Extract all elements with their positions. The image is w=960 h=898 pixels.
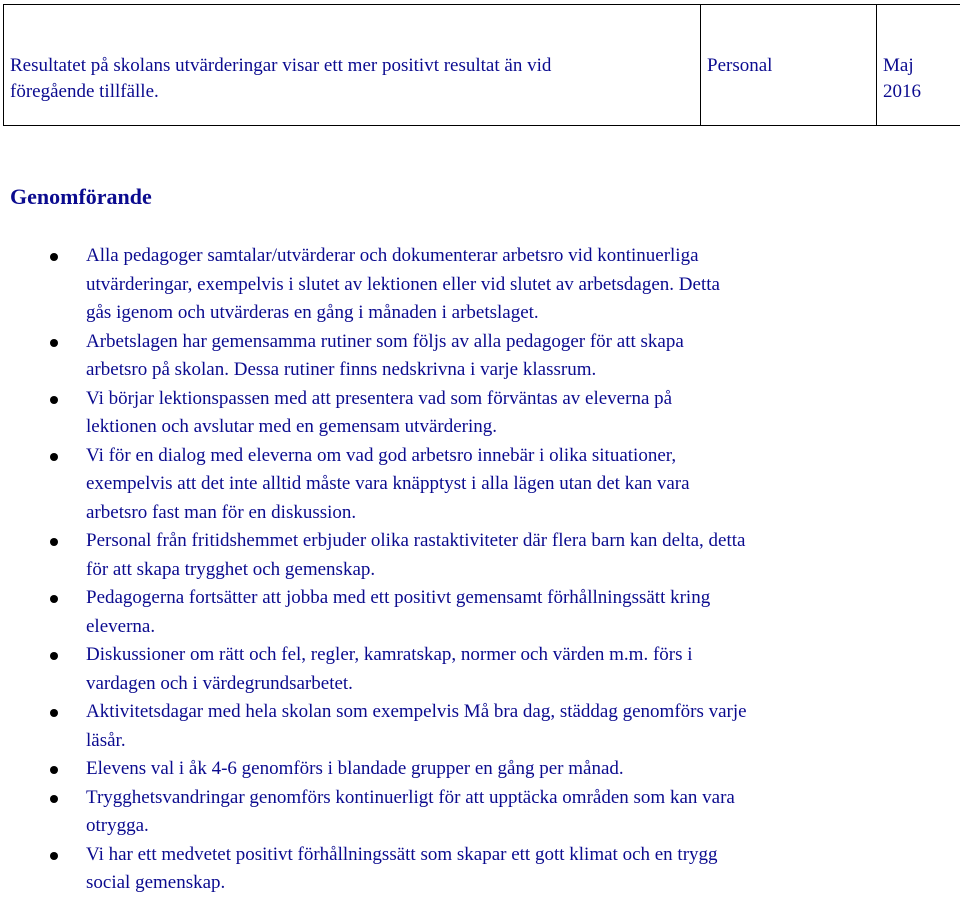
list-item-line: exempelvis att det inte alltid måste vara knäpptyst i alla lägen utan det kan vara bbox=[86, 470, 960, 499]
bullet-icon bbox=[50, 253, 58, 261]
list-item-line: Diskussioner om rätt och fel, regler, kamratskap, normer och värden m.m. förs i bbox=[86, 641, 960, 670]
list-item bbox=[0, 641, 960, 698]
list-item bbox=[0, 527, 960, 584]
list-item-line: Trygghetsvandringar genomförs kontinuerligt för att upptäcka områden som kan vara bbox=[86, 784, 960, 813]
bullet-icon bbox=[50, 709, 58, 717]
list-item bbox=[0, 242, 960, 328]
bullet-icon bbox=[50, 396, 58, 404]
list-item-line: otrygga. bbox=[86, 812, 960, 841]
list-item-line: eleverna. bbox=[86, 613, 960, 642]
result-line: Resultatet på skolans utvärderingar visar ett mer positivt resultat än vid bbox=[10, 53, 694, 79]
list-item bbox=[0, 698, 960, 755]
list-item-line: lektionen och avslutar med en gemensam utvärdering. bbox=[86, 413, 960, 442]
list-item bbox=[0, 328, 960, 385]
list-item-line: läsår. bbox=[86, 727, 960, 756]
bullet-icon bbox=[50, 852, 58, 860]
list-item-line: för att skapa trygghet och gemenskap. bbox=[86, 556, 960, 585]
list-item-line: arbetsro fast man för en diskussion. bbox=[86, 499, 960, 528]
date-year: 2016 bbox=[883, 79, 960, 105]
list-item-line: gås igenom och utvärderas en gång i månaden i arbetslaget. bbox=[86, 299, 960, 328]
bullet-icon bbox=[50, 339, 58, 347]
bullet-icon bbox=[50, 538, 58, 546]
list-item-line: vardagen och i värdegrundsarbetet. bbox=[86, 670, 960, 699]
measures-list bbox=[0, 242, 960, 898]
responsible-text: Personal bbox=[707, 53, 870, 79]
list-item-line: arbetsro på skolan. Dessa rutiner finns nedskrivna i varje klassrum. bbox=[86, 356, 960, 385]
list-item bbox=[0, 584, 960, 641]
result-cell bbox=[4, 5, 701, 126]
result-line: föregående tillfälle. bbox=[10, 79, 694, 105]
date-month: Maj bbox=[883, 53, 960, 79]
list-item-line: Vi har ett medvetet positivt förhållningssätt som skapar ett gott klimat och en trygg bbox=[86, 841, 960, 870]
list-item-line: Personal från fritidshemmet erbjuder olika rastaktiviteter där flera barn kan delta, detta bbox=[86, 527, 960, 556]
list-item bbox=[0, 442, 960, 528]
list-item-line: social gemenskap. bbox=[86, 869, 960, 898]
list-item bbox=[0, 784, 960, 841]
bullet-icon bbox=[50, 795, 58, 803]
list-item-line: Aktivitetsdagar med hela skolan som exempelvis Må bra dag, städdag genomförs varje bbox=[86, 698, 960, 727]
list-item bbox=[0, 841, 960, 898]
list-item-line: utvärderingar, exempelvis i slutet av lektionen eller vid slutet av arbetsdagen. Detta bbox=[86, 271, 960, 300]
bullet-icon bbox=[50, 595, 58, 603]
bullet-icon bbox=[50, 766, 58, 774]
list-item-line: Vi börjar lektionspassen med att presentera vad som förväntas av eleverna på bbox=[86, 385, 960, 414]
list-item-line: Arbetslagen har gemensamma rutiner som följs av alla pedagoger för att skapa bbox=[86, 328, 960, 357]
table-row bbox=[4, 5, 960, 126]
list-item-line: Pedagogerna fortsätter att jobba med ett positivt gemensamt förhållningssätt kring bbox=[86, 584, 960, 613]
bullet-icon bbox=[50, 652, 58, 660]
evaluation-table bbox=[3, 4, 960, 126]
list-item-line: Alla pedagoger samtalar/utvärderar och dokumenterar arbetsro vid kontinuerliga bbox=[86, 242, 960, 271]
responsible-cell bbox=[701, 5, 877, 126]
list-item-line: Elevens val i åk 4-6 genomförs i blandade grupper en gång per månad. bbox=[86, 755, 960, 784]
date-cell bbox=[877, 5, 960, 126]
bullet-icon bbox=[50, 453, 58, 461]
list-item bbox=[0, 385, 960, 442]
list-item-line: Vi för en dialog med eleverna om vad god arbetsro innebär i olika situationer, bbox=[86, 442, 960, 471]
section-heading: Genomförande bbox=[10, 183, 152, 211]
list-item bbox=[0, 755, 960, 784]
